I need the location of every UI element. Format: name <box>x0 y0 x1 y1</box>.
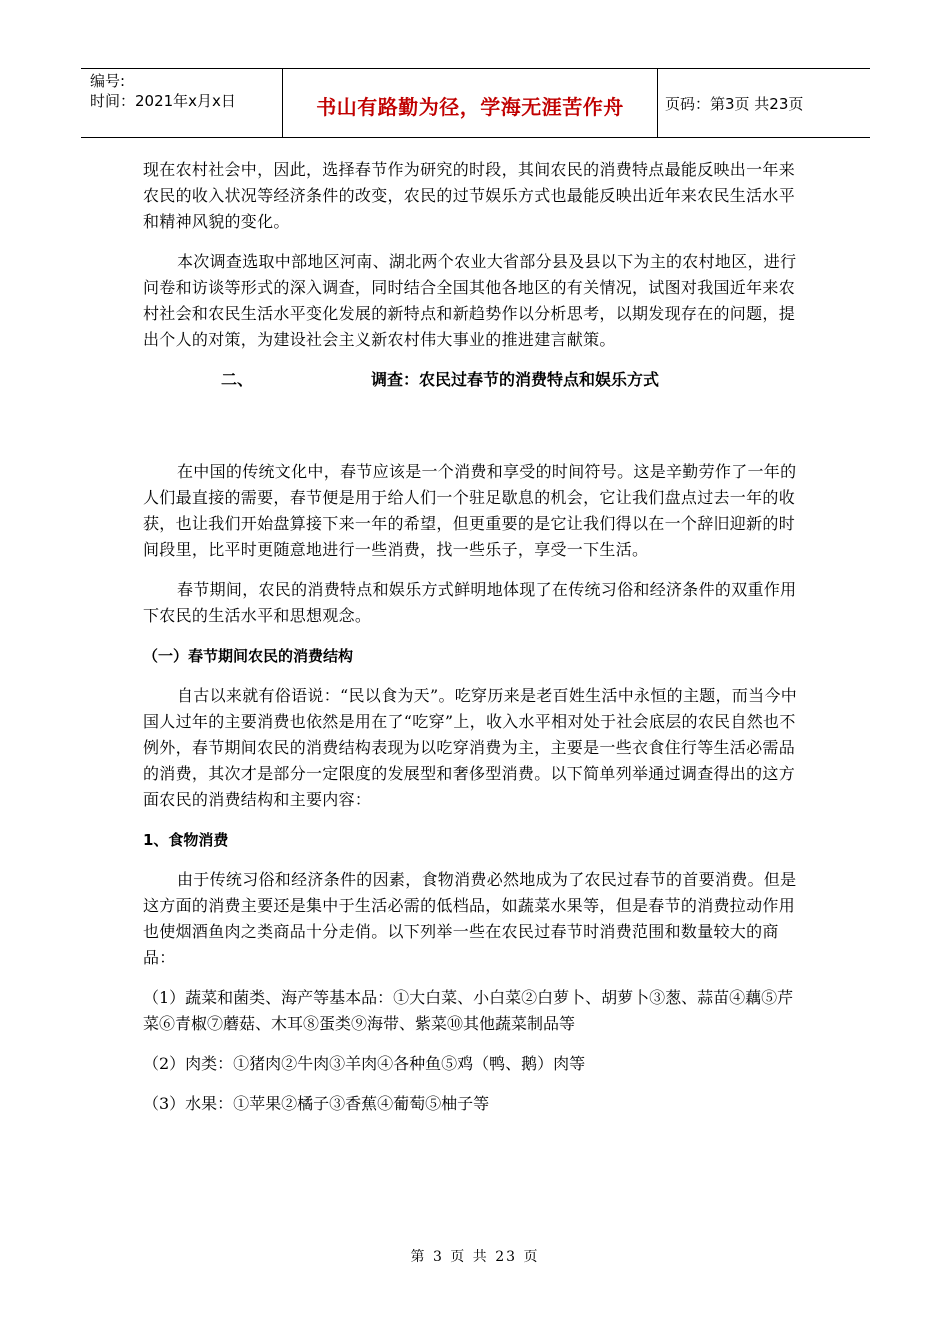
paragraph-1: 现在农村社会中，因此，选择春节作为研究的时段，其间农民的消费特点最能反映出一年来农民的收入状况等经济条件的改变，农民的过节娱乐方式也最能反映出近年来农民生活水平和精神风貌的变化。 <box>143 160 796 231</box>
paragraph-4: 春节期间，农民的消费特点和娱乐方式鲜明地体现了在传统习俗和经济条件的双重作用下农民的生活水平和思想观念。 <box>143 580 797 625</box>
paragraph-5: 自古以来就有俗语说：“民以食为天”。吃穿历来是老百姓生活中永恒的主题，而当今中国人过年的主要消费也依然是用在了“吃穿”上，收入水平相对处于社会底层的农民自然也不例外，春节期间农民的消费结构表现为以吃穿消费为主，主要是一些衣食住行等生活必需品的消费，其次才是部分一定限度的发展型和奢侈型消费。以下简单列举通过调查得出的这方面农民的消费结构和主要内容： <box>143 686 798 809</box>
paragraph-6: 由于传统习俗和经济条件的因素，食物消费必然地成为了农民过春节的首要消费。但是这方面的消费主要还是集中于生活必需的低档品，如蔬菜水果等，但是春节的消费拉动作用也使烟酒鱼肉之类商品十分走俏。以下列举一些在农民过春节时消费范围和数量较大的商品： <box>143 870 797 967</box>
list-item-meat: （2）肉类：①猪肉②牛肉③羊肉④各种鱼⑤鸡（鸭、鹅）肉等 <box>143 1054 586 1073</box>
paragraph-3: 在中国的传统文化中，春节应该是一个消费和享受的时间符号。这是辛勤劳作了一年的人们最直接的需要，春节便是用于给人们一个驻足歇息的机会，它让我们盘点过去一年的收获，也让我们开始盘算接下来一年的希望，但更重要的是它让我们得以在一个辞旧迎新的时间段里，比平时更随意地进行一些消费，找一些乐子，享受一下生活。 <box>143 462 797 559</box>
header-page-cell <box>657 69 870 137</box>
header-motto: 书山有路勤为径，学海无涯苦作舟 <box>316 95 624 119</box>
section-number: 二、 <box>221 370 254 389</box>
section-heading <box>143 367 805 393</box>
list-item-vegetables: （1）蔬菜和菌类、海产等基本品：①大白菜、小白菜②白萝卜、胡萝卜③葱、蒜苗④藕⑤芹菜⑥青椒⑦蘑菇、木耳⑧蛋类⑨海带、紫菜⑩其他蔬菜制品等 <box>143 988 794 1033</box>
document-number-label: 编号: <box>90 72 126 90</box>
page-footer: 第 3 页 共 23 页 <box>410 1249 540 1265</box>
subsection-heading-food: 1、食物消费 <box>143 831 229 849</box>
paragraph-2: 本次调查选取中部地区河南、湖北两个农业大省部分县及县以下为主的农村地区，进行问卷和访谈等形式的深入调查，同时结合全国其他各地区的有关情况，试图对我国近年来农村社会和农民生活水平变化发展的新特点和新趋势作以分析思考，以期发现存在的问题，提出个人的对策，为建设社会主义新农村伟大事业的推进建言献策。 <box>143 252 797 349</box>
list-item-fruit: （3）水果：①苹果②橘子③香蕉④葡萄⑤柚子等 <box>143 1094 490 1113</box>
page-header <box>81 68 870 138</box>
document-date-label: 时间：2021年x月x日 <box>90 92 236 110</box>
header-page-info: 页码：第3页 共23页 <box>665 95 804 113</box>
document-body <box>143 157 805 1117</box>
subsection-heading-consumption: （一）春节期间农民的消费结构 <box>143 647 354 665</box>
header-meta-cell <box>81 69 281 137</box>
header-motto-cell <box>282 69 658 137</box>
section-title: 调查：农民过春节的消费特点和娱乐方式 <box>371 370 660 389</box>
